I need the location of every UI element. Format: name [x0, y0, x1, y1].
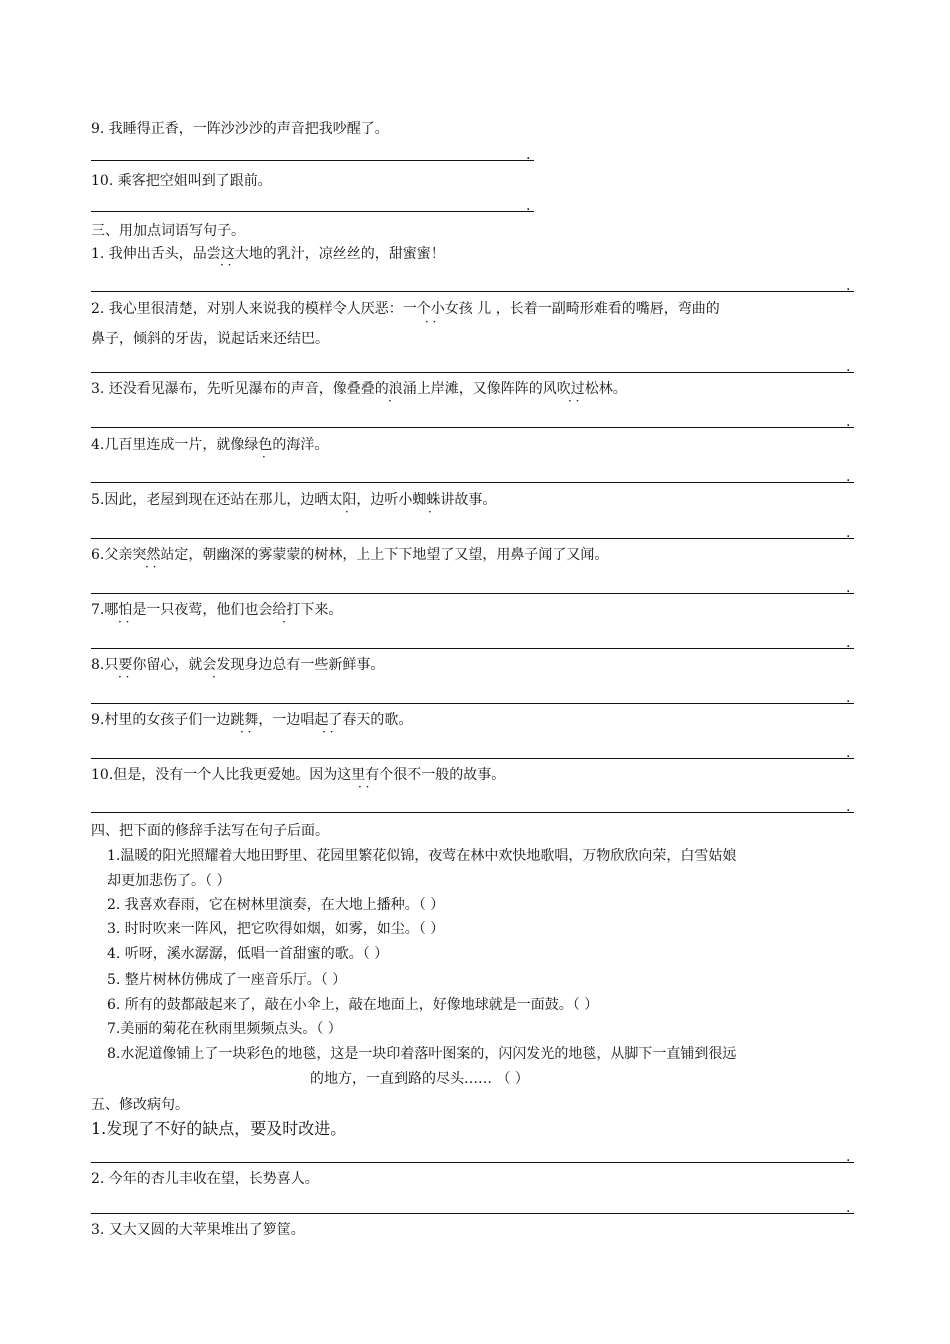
answer-line[interactable]	[91, 538, 854, 539]
s3-item-5: 5.因此，老屋到现在还站在那儿，边晒太阳，边听小蜘蛛讲故事。	[91, 492, 497, 508]
section-5-title: 五、修改病句。	[91, 1097, 189, 1113]
s3-item-9: 9.村里的女孩子们一边跳舞，一边唱起了春天的歌。	[91, 712, 413, 728]
s3-item-2a: 2. 我心里很清楚，对别人来说我的模样令人厌恶：一个小女孩 儿 ，长着一副畸形难看的嘴唇，弯曲的	[91, 301, 720, 317]
s3-item-8: 8.只要你留心，就会发现身边总有一些新鲜事。	[91, 657, 385, 673]
section-3-title: 三、用加点词语写句子。	[91, 223, 245, 239]
s3-item-10: 10.但是，没有一个人比我更爱她。因为这里有个很不一般的故事。	[91, 767, 506, 783]
s3-item-2b: 鼻子，倾斜的牙齿，说起话来还结巴。	[91, 331, 329, 347]
answer-line[interactable]	[91, 758, 854, 759]
line-end-mark: .	[846, 799, 851, 815]
line-end-mark: .	[526, 198, 531, 214]
s4-item-8b: 的地方，一直到路的尽头…… （ ）	[310, 1071, 529, 1087]
line-end-mark: .	[846, 414, 851, 430]
answer-line[interactable]	[91, 372, 854, 373]
line-end-mark: .	[846, 635, 851, 651]
s3-item-1: 1. 我伸出舌头，品尝这大地的乳汁，凉丝丝的，甜蜜蜜！	[91, 246, 445, 262]
s4-item-7: 7.美丽的菊花在秋雨里频频点头。（ ）	[107, 1021, 342, 1037]
line-end-mark: .	[846, 745, 851, 761]
answer-line[interactable]	[91, 593, 854, 594]
line-end-mark: .	[846, 469, 851, 485]
s4-item-6: 6. 所有的鼓都敲起来了，敲在小伞上，敲在地面上，好像地球就是一面鼓。（ ）	[107, 997, 599, 1013]
answer-line[interactable]	[91, 703, 854, 704]
s4-item-2: 2. 我喜欢春雨，它在树林里演奏，在大地上播种。（ ）	[107, 897, 445, 913]
s3-item-6: 6.父亲突然站定，朝幽深的雾蒙蒙的树林，上上下下地望了又望，用鼻子闻了又闻。	[91, 547, 609, 563]
line-end-mark: .	[846, 690, 851, 706]
answer-line[interactable]	[91, 482, 854, 483]
s4-item-5: 5. 整片树林仿佛成了一座音乐厅。（ ）	[107, 972, 347, 988]
line-end-mark: .	[526, 147, 531, 163]
answer-line[interactable]	[91, 427, 854, 428]
line-end-mark: .	[846, 580, 851, 596]
s3-item-3: 3. 还没看见瀑布，先听见瀑布的声音，像叠叠的浪涌上岸滩，又像阵阵的风吹过松林。	[91, 381, 627, 397]
line-end-mark: .	[846, 278, 851, 294]
sentence-9: 9. 我睡得正香，一阵沙沙沙的声音把我吵醒了。	[91, 121, 389, 137]
s5-item-2: 2. 今年的杏儿丰收在望，长势喜人。	[91, 1171, 319, 1187]
s5-item-3: 3. 又大又圆的大苹果堆出了箩筐。	[91, 1222, 305, 1238]
line-end-mark: .	[846, 359, 851, 375]
answer-line[interactable]	[91, 648, 854, 649]
s4-item-3: 3. 时时吹来一阵风，把它吹得如烟，如雾，如尘。（ ）	[107, 921, 445, 937]
s3-item-4: 4.几百里连成一片，就像绿色的海洋。	[91, 437, 329, 453]
s4-item-1a: 1.温暖的阳光照耀着大地田野里、花园里繁花似锦，夜莺在林中欢快地歌唱，万物欣欣向荣，白雪姑娘	[107, 848, 737, 864]
sentence-10: 10. 乘客把空姐叫到了跟前。	[91, 173, 272, 189]
answer-line[interactable]	[91, 211, 534, 212]
s4-item-4: 4. 听呀，溪水潺潺，低唱一首甜蜜的歌。（ ）	[107, 946, 389, 962]
line-end-mark: .	[846, 1149, 851, 1165]
answer-line[interactable]	[91, 1213, 854, 1214]
answer-line[interactable]	[91, 1162, 854, 1163]
s4-item-1b: 却更加悲伤了。（ ）	[107, 873, 231, 889]
section-4-title: 四、把下面的修辞手法写在句子后面。	[91, 823, 329, 839]
s3-item-7: 7.哪怕是一只夜莺，他们也会给打下来。	[91, 602, 343, 618]
answer-line[interactable]	[91, 160, 534, 161]
answer-line[interactable]	[91, 291, 854, 292]
answer-line[interactable]	[91, 812, 854, 813]
s5-item-1: 1.发现了不好的缺点，要及时改进。	[91, 1119, 347, 1138]
line-end-mark: .	[846, 525, 851, 541]
line-end-mark: .	[846, 1200, 851, 1216]
s4-item-8a: 8.水泥道像铺上了一块彩色的地毯，这是一块印着落叶图案的，闪闪发光的地毯，从脚下一直铺到很远	[107, 1046, 737, 1062]
